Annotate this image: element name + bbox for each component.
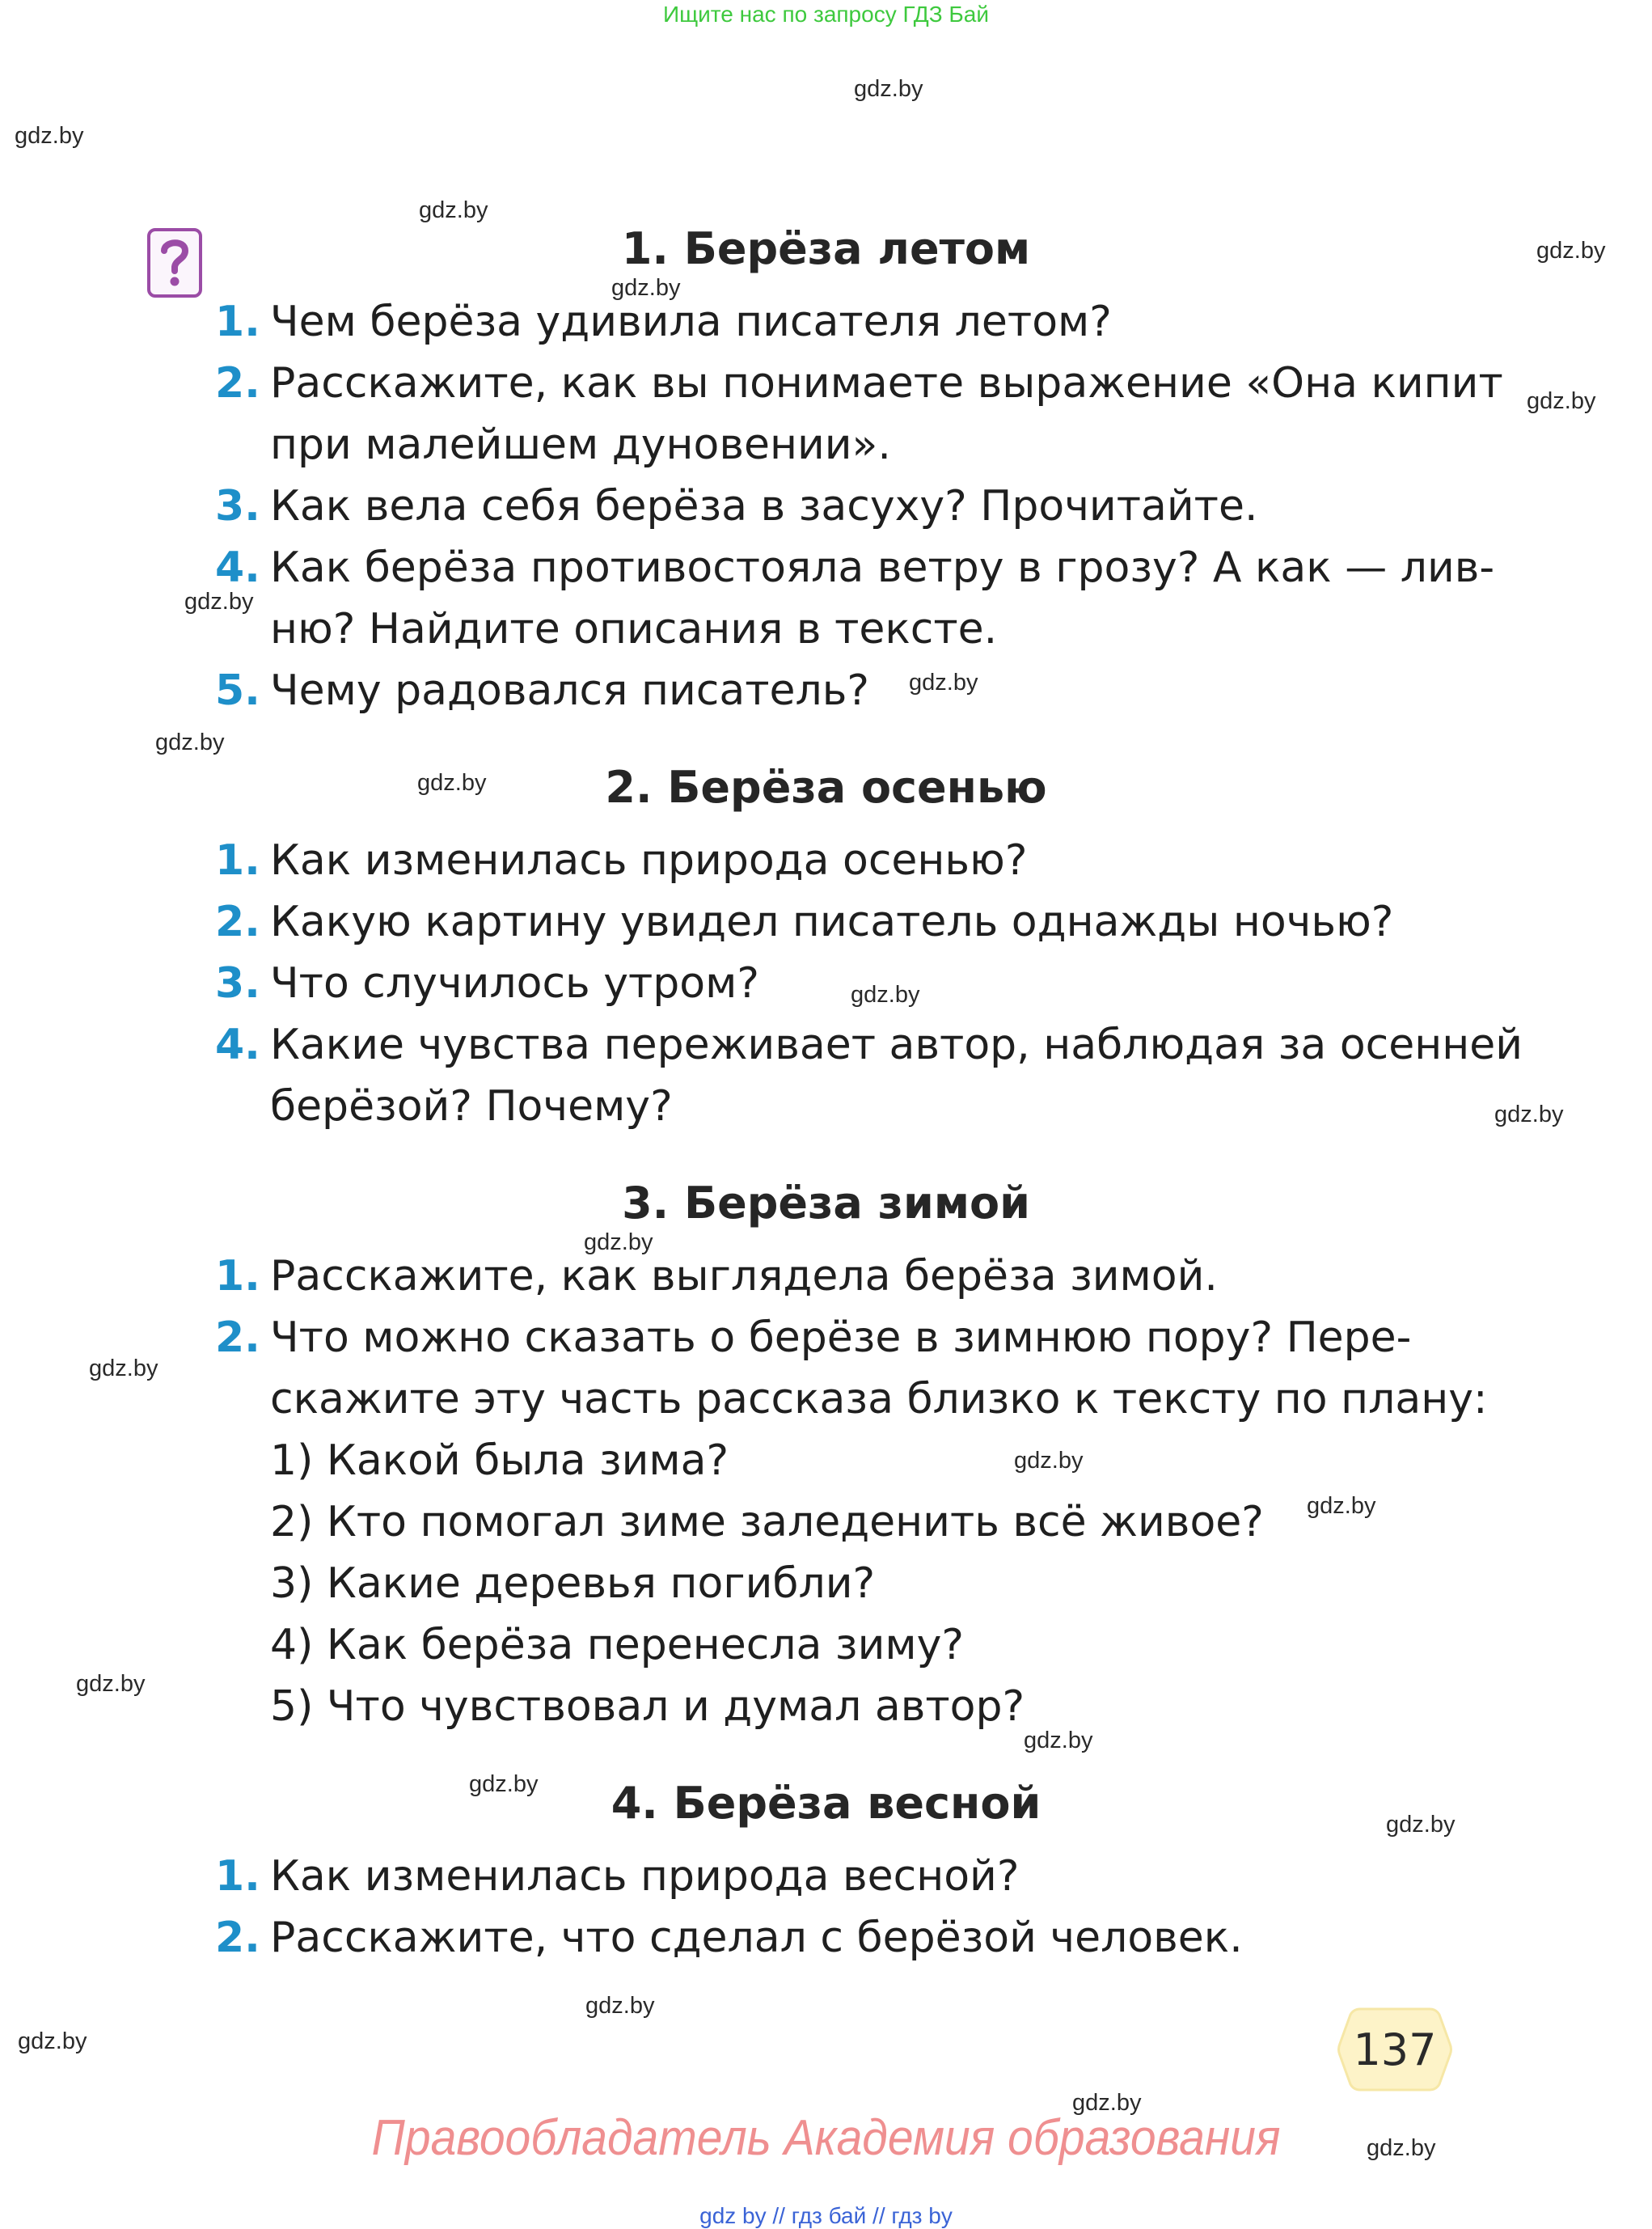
plan-item: 1) Какой была зима?	[270, 1436, 729, 1485]
plan-item: 5) Что чувствовал и думал автор?	[270, 1682, 1025, 1731]
section-title: 1. Берёза летом	[621, 223, 1031, 274]
question-text: Как изменилась природа осенью?	[270, 836, 1028, 885]
watermark: gdz.by	[1527, 388, 1596, 414]
question-number: 1.	[215, 298, 260, 346]
page-number-badge	[1336, 2004, 1454, 2095]
watermark: gdz.by	[1307, 1493, 1376, 1519]
watermark: gdz.by	[1024, 1728, 1093, 1753]
watermark: gdz.by	[469, 1771, 539, 1797]
watermark: gdz.by	[1072, 2090, 1142, 2116]
watermark: gdz.by	[1536, 238, 1606, 264]
question-number: 1.	[215, 1252, 260, 1301]
top-banner[interactable]: Ищите нас по запросу ГДЗ Бай	[662, 2, 990, 27]
section-title: 4. Берёза весной	[611, 1778, 1041, 1829]
copyright-notice: Правообладатель Академия образования	[371, 2110, 1281, 2166]
question-text: Как вела себя берёза в засуху? Прочитайте.	[270, 482, 1258, 531]
watermark: gdz.by	[184, 589, 254, 615]
question-number: 2.	[215, 1313, 260, 1362]
watermark: gdz.by	[417, 770, 487, 796]
question-text: скажите эту часть рассказа близко к тексту по плану:	[270, 1375, 1488, 1423]
question-number: 2.	[215, 898, 260, 946]
watermark: gdz.by	[585, 1993, 655, 2019]
question-number: 2.	[215, 1914, 260, 1962]
plan-item: 2) Кто помогал зиме заледенить всё живое?	[270, 1498, 1264, 1546]
question-text: Расскажите, как выглядела берёза зимой.	[270, 1252, 1218, 1301]
watermark: gdz.by	[584, 1229, 653, 1255]
question-number: 3.	[215, 482, 260, 531]
question-text: ню? Найдите описания в тексте.	[270, 605, 998, 653]
question-number: 5.	[215, 666, 260, 715]
question-text: Расскажите, как вы понимаете выражение «Она кипит	[270, 359, 1503, 408]
plan-item: 4) Как берёза перенесла зиму?	[270, 1621, 964, 1669]
question-number: 1.	[215, 836, 260, 885]
question-text: Какую картину увидел писатель однажды ночью?	[270, 898, 1394, 946]
watermark: gdz.by	[155, 730, 225, 755]
question-number: 1.	[215, 1852, 260, 1901]
question-text: Что можно сказать о берёзе в зимнюю пору? Пере-	[270, 1313, 1412, 1362]
section-title: 2. Берёза осенью	[605, 762, 1047, 813]
question-text: Чему радовался писатель?	[270, 666, 869, 715]
question-number: 2.	[215, 359, 260, 408]
question-number: 4.	[215, 544, 260, 592]
question-text: Как берёза противостояла ветру в грозу? А как — лив-	[270, 544, 1495, 592]
page-number: 137	[1353, 2024, 1437, 2075]
watermark: gdz.by	[18, 2028, 87, 2054]
watermark: gdz.by	[909, 670, 978, 696]
watermark: gdz.by	[1014, 1448, 1084, 1474]
watermark: gdz.by	[1386, 1812, 1456, 1838]
question-number: 4.	[215, 1021, 260, 1069]
watermark: gdz.by	[854, 76, 923, 102]
watermark: gdz.by	[851, 982, 920, 1008]
watermark: gdz.by	[89, 1356, 158, 1381]
watermark: gdz.by	[15, 123, 84, 149]
question-number: 3.	[215, 959, 260, 1008]
question-text: Какие чувства переживает автор, наблюдая за осенней	[270, 1021, 1523, 1069]
watermark: gdz.by	[419, 197, 488, 223]
question-text: Что случилось утром?	[270, 959, 759, 1008]
footer-links[interactable]: gdz by // гдз бай // гдз by	[699, 2203, 953, 2228]
plan-item: 3) Какие деревья погибли?	[270, 1559, 876, 1608]
question-text: Как изменилась природа весной?	[270, 1852, 1020, 1901]
watermark: gdz.by	[1367, 2135, 1436, 2161]
question-text: Расскажите, что сделал с берёзой человек.	[270, 1914, 1243, 1962]
question-text: берёзой? Почему?	[270, 1082, 673, 1131]
watermark: gdz.by	[1494, 1102, 1564, 1127]
watermark: gdz.by	[611, 275, 681, 301]
question-text: при малейшем дуновении».	[270, 421, 891, 469]
question-text: Чем берёза удивила писателя летом?	[270, 298, 1112, 346]
section-title: 3. Берёза зимой	[622, 1178, 1030, 1229]
watermark: gdz.by	[76, 1671, 146, 1697]
